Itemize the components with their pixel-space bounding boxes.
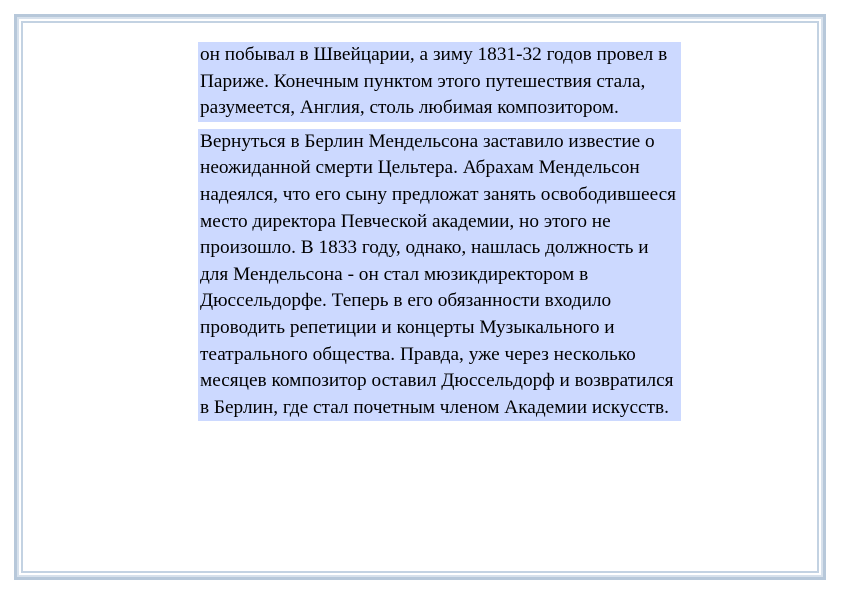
text-block bbox=[198, 42, 681, 421]
paragraph-2: Вернуться в Берлин Мендельсона заставило известие о неожиданной смерти Цельтера. Абрахам Мендельсон надеялся, что его сыну предложат занять освободившееся место директора Певческой академии, но этого не произошло. В 1833 году, однако, нашлась должность и для Мендельсона - он стал мюзикдиректором в Дюссельдорфе. Теперь в его обязанности входило проводить репетиции и концерты Музыкального и театрального общества. Правда, уже через несколько месяцев композитор оставил Дюссельдорф и возвратился в Берлин, где стал почетным членом Академии искусств. bbox=[198, 129, 681, 422]
paragraph-1: он побывал в Швейцарии, а зиму 1831-32 годов провел в Париже. Конечным пунктом этого путешествия стала, разумеется, Англия, столь любимая композитором. bbox=[198, 42, 681, 122]
